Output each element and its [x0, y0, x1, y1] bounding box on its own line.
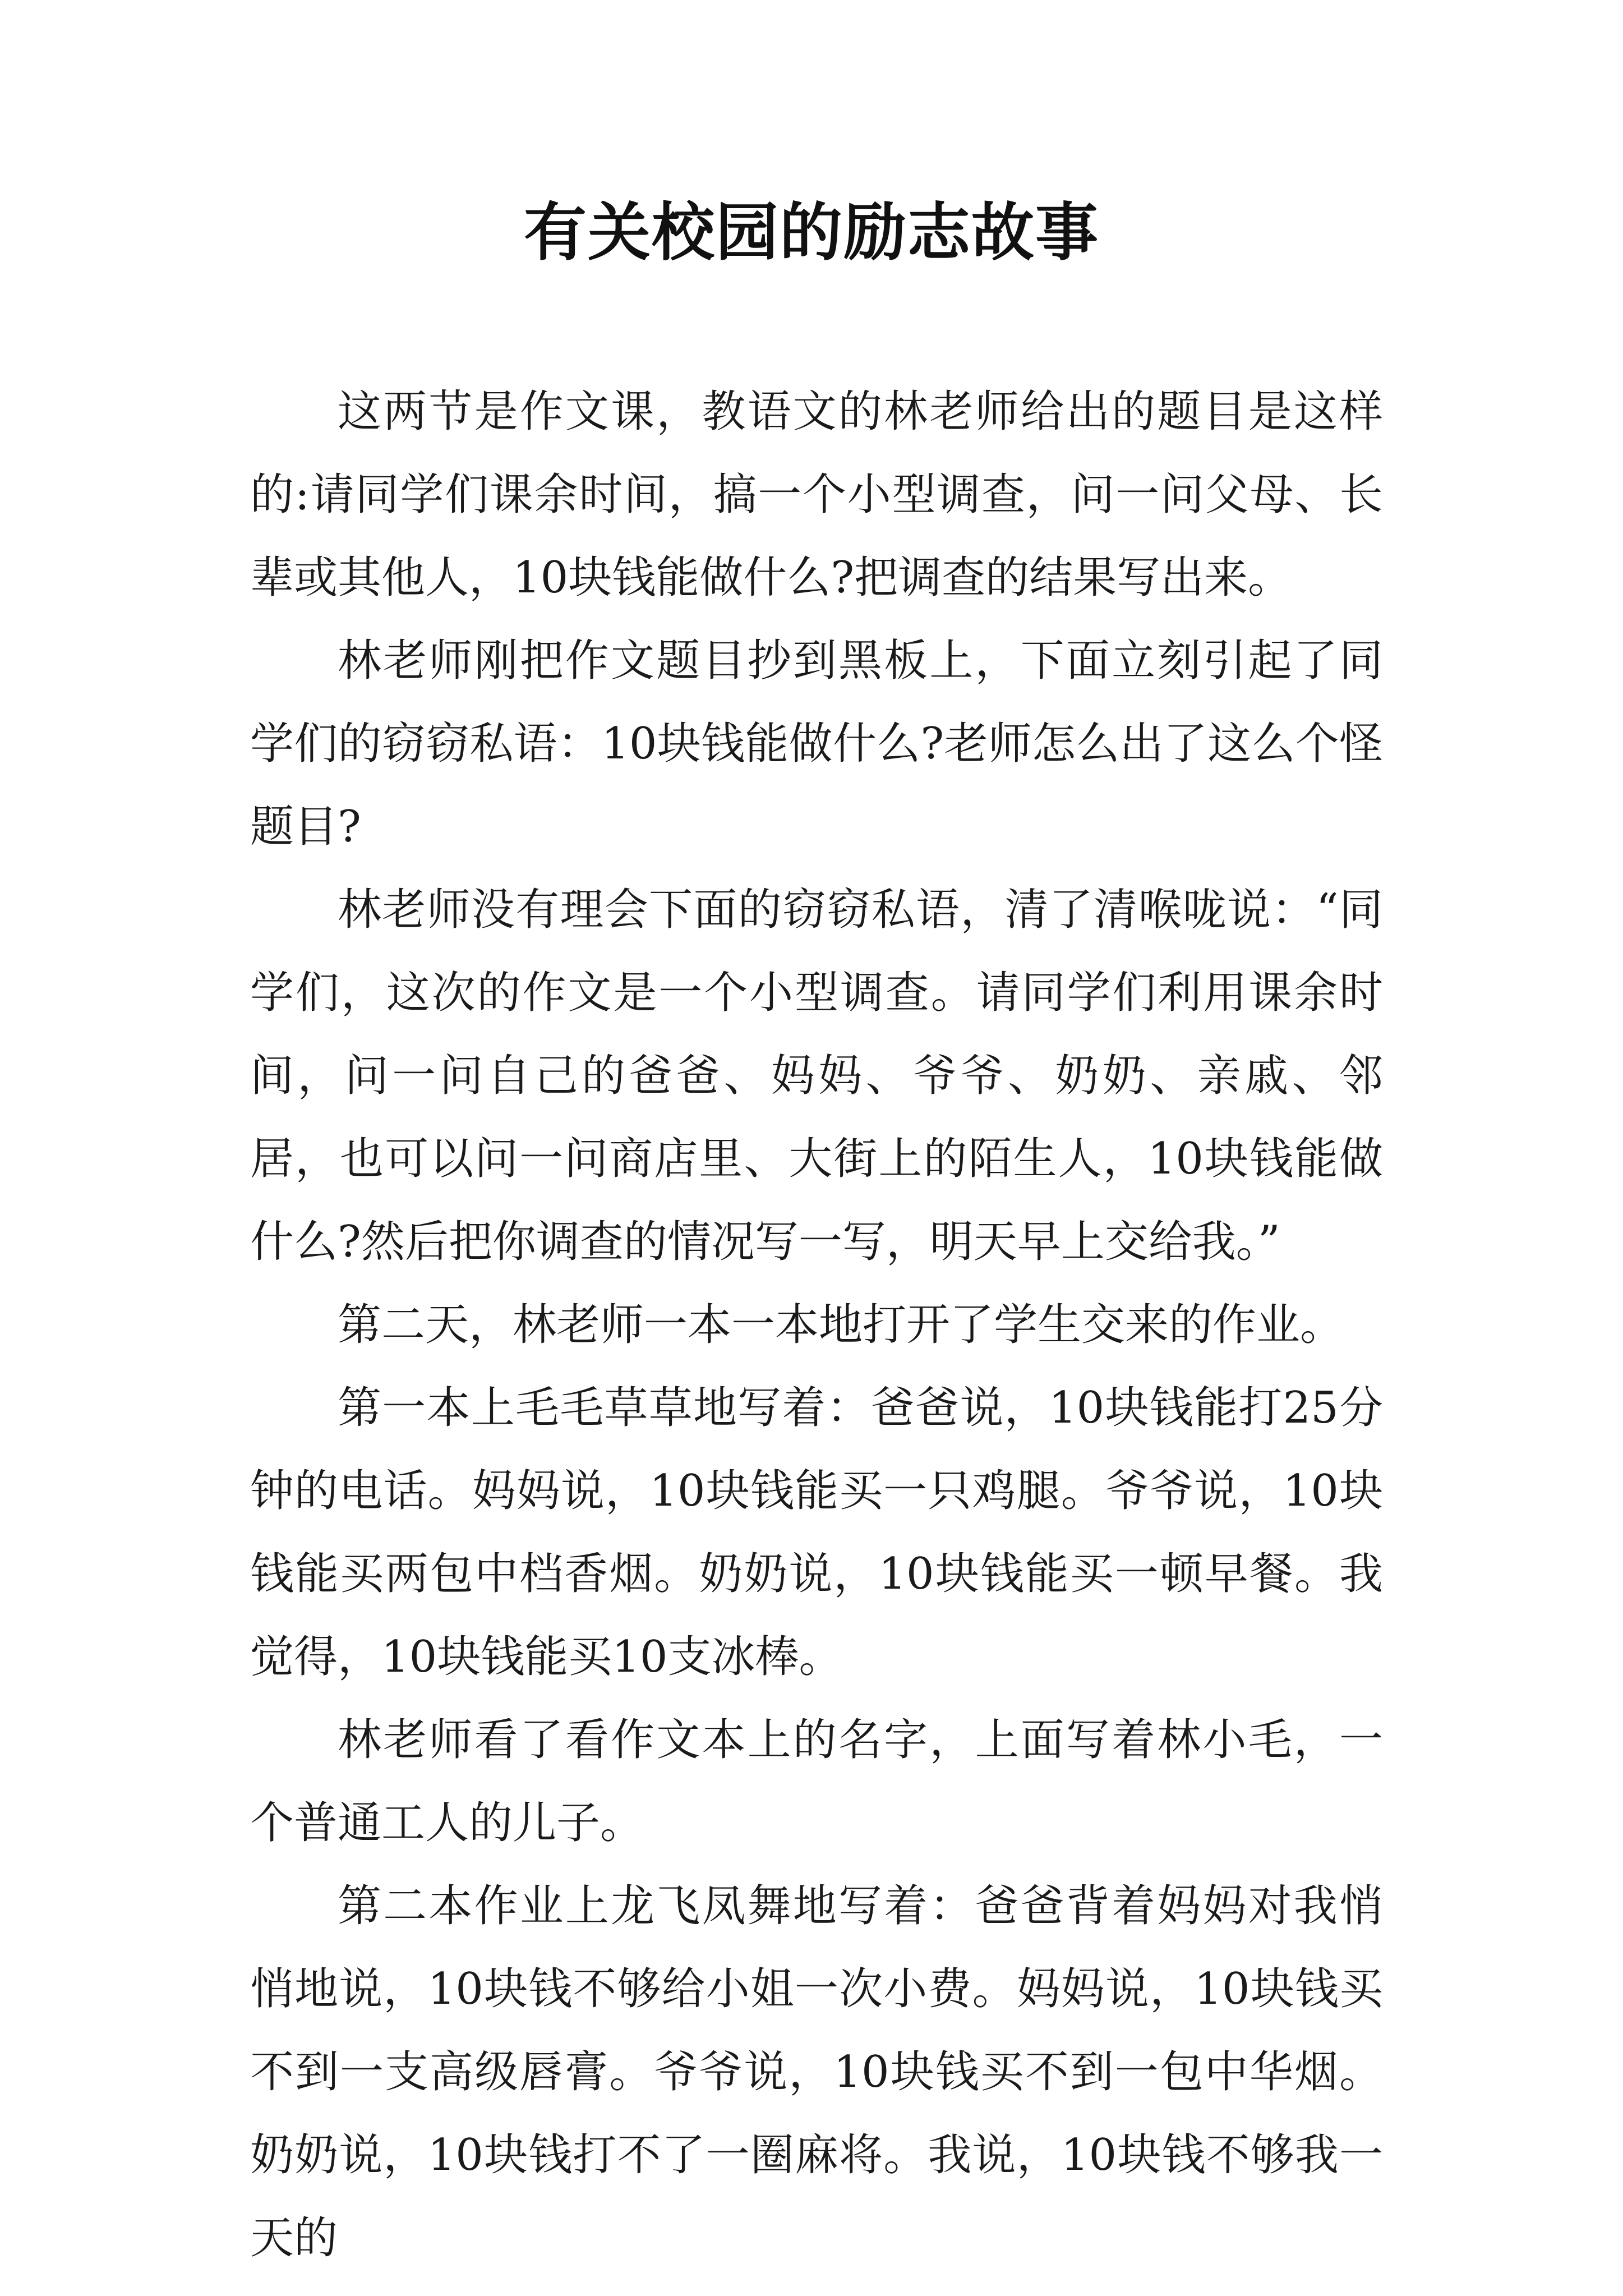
paragraph: 这两节是作文课，教语文的林老师给出的题目是这样的:请同学们课余时间，搞一个小型调查，问一问父母、长辈或其他人，10块钱能做什么?把调查的结果写出来。 [250, 386, 1383, 603]
document-title: 有关校园的励志故事 [524, 196, 1099, 269]
paragraph: 第一本上毛毛草草地写着：爸爸说，10块钱能打25分钟的电话。妈妈说，10块钱能买一只鸡腿。爷爷说，10块钱能买两包中档香烟。奶奶说，10块钱能买一顿早餐。我觉得，10块钱能买10支冰棒。 [250, 1383, 1383, 1682]
paragraph: 林老师刚把作文题目抄到黑板上，下面立刻引起了同学们的窃窃私语：10块钱能做什么?老师怎么出了这么个怪题目? [250, 636, 1383, 852]
paragraph: 第二本作业上龙飞凤舞地写着：爸爸背着妈妈对我悄悄地说，10块钱不够给小姐一次小费。妈妈说，10块钱买不到一支高级唇膏。爷爷说，10块钱买不到一包中华烟。奶奶说，10块钱打不了一圈麻将。我说，10块钱不够我一天的 [250, 1881, 1383, 2263]
paragraph: 林老师看了看作文本上的名字，上面写着林小毛，一个普通工人的儿子。 [250, 1715, 1383, 1848]
paragraph: 第二天，林老师一本一本地打开了学生交来的作业。 [338, 1300, 1344, 1350]
paragraph: 林老师没有理会下面的窃窃私语，清了清喉咙说：“同学们，这次的作文是一个小型调查。请同学们利用课余时间，问一问自己的爸爸、妈妈、爷爷、奶奶、亲戚、邻居，也可以问一问商店里、大街上的陌生人，10块钱能做什么?然后把你调查的情况写一写，明天早上交给我。” [250, 885, 1383, 1267]
document-body [250, 370, 1383, 2280]
